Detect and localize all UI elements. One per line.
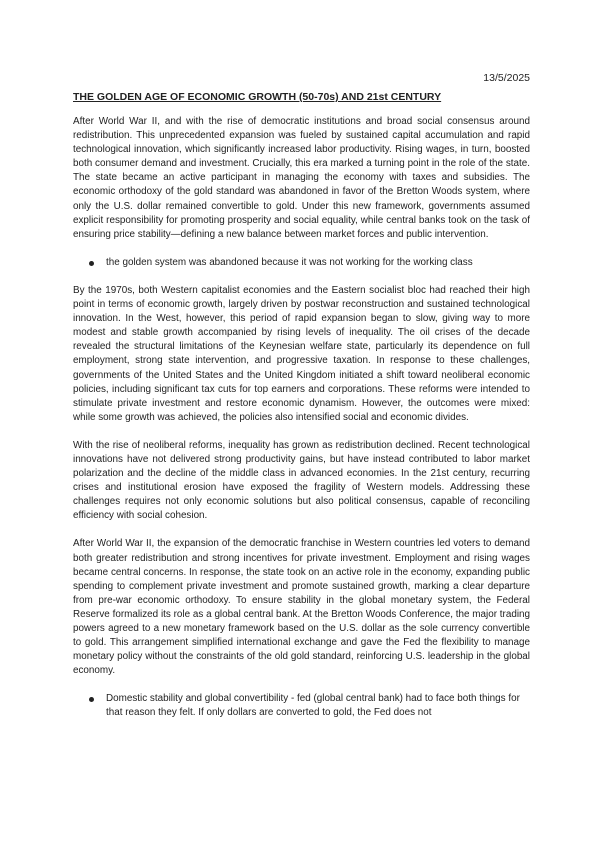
- bullet-text: Domestic stability and global convertibility - fed (global central bank) had to face both things for that reason they felt. If only dollars are converted to gold, the Fed does not: [106, 693, 520, 719]
- bullet-item: [73, 256, 530, 270]
- bullet-icon: [89, 697, 94, 702]
- bullet-item: [73, 692, 530, 720]
- bullet-text: the golden system was abandoned because it was not working for the working class: [106, 256, 473, 268]
- paragraph-post-war: After World War II, the expansion of the democratic franchise in Western countries led voters to demand both greater redistribution and strong incentives for private investment. Employment and rising wages became central concerns. In response, the state took on an active role in the economy, expanding public spending to complement private investment and promote sustained growth, marking a clear departure from pre-war economic orthodoxy. To ensure stability in the global monetary system, the Federal Reserve formalized its role as a global central bank. At the Bretton Woods Conference, the major trading powers agreed to a new monetary framework based on the U.S. dollar as the sole currency convertible to gold. This arrangement simplified international exchange and gave the Fed the flexibility to manage monetary policy without the constraints of the old gold standard, reinforcing U.S. leadership in the global economy.: [73, 538, 530, 677]
- document-title: THE GOLDEN AGE OF ECONOMIC GROWTH (50-70s) AND 21st CENTURY: [73, 91, 442, 103]
- paragraph-1970s: By the 1970s, both Western capitalist economies and the Eastern socialist bloc had reached their high point in terms of economic growth, largely driven by postwar reconstruction and sustained technological innovation. In the West, however, this period of rapid expansion began to slow, giving way to more modest and stable growth accompanied by rising levels of inequality. The oil crises of the decade revealed the structural limitations of the Keynesian welfare state, particularly its dependence on full employment, strong state intervention, and progressive taxation. In response to these challenges, governments of the United States and the United Kingdom initiated a shift toward neoliberal economic policies, including significant tax cuts for top earners and corporations. These reforms were intended to stimulate private investment and restore economic dynamism. However, the outcomes were mixed: while some growth was achieved, the policies also intensified social and economic divides.: [73, 284, 530, 423]
- document-date: 13/5/2025: [483, 72, 530, 84]
- document-body: [73, 115, 530, 735]
- paragraph-neoliberal: With the rise of neoliberal reforms, inequality has grown as redistribution declined. Recent technological innovations have not delivered strong productivity gains, but have instead contributed to labor market polarization and the decline of the middle class in advanced economies. In the 21st century, recurring crises and institutional erosion have exposed the fragility of Western models. Addressing these challenges requires not only economic solutions but also political consensus, capable of reconciling efficiency with social cohesion.: [73, 439, 530, 522]
- bullet-list-2: [73, 692, 530, 720]
- paragraph-golden-age: After World War II, and with the rise of democratic institutions and broad social consensus around redistribution. This unprecedented expansion was fueled by sustained capital accumulation and rapid technological innovation, which significantly increased labor productivity. Rising wages, in turn, boosted both consumer demand and investment. Crucially, this era marked a turning point in the role of the state. The state became an active participant in managing the economy with taxes and subsidies. The economic orthodoxy of the gold standard was abandoned in favor of the Bretton Woods system, where only the U.S. dollar remained convertible to gold. Under this new framework, governments assumed explicit responsibility for promoting prosperity and social equality, while central banks took on the task of ensuring price stability—defining a new balance between market forces and public intervention.: [73, 116, 530, 240]
- bullet-icon: [89, 261, 94, 266]
- bullet-list-1: [73, 256, 530, 270]
